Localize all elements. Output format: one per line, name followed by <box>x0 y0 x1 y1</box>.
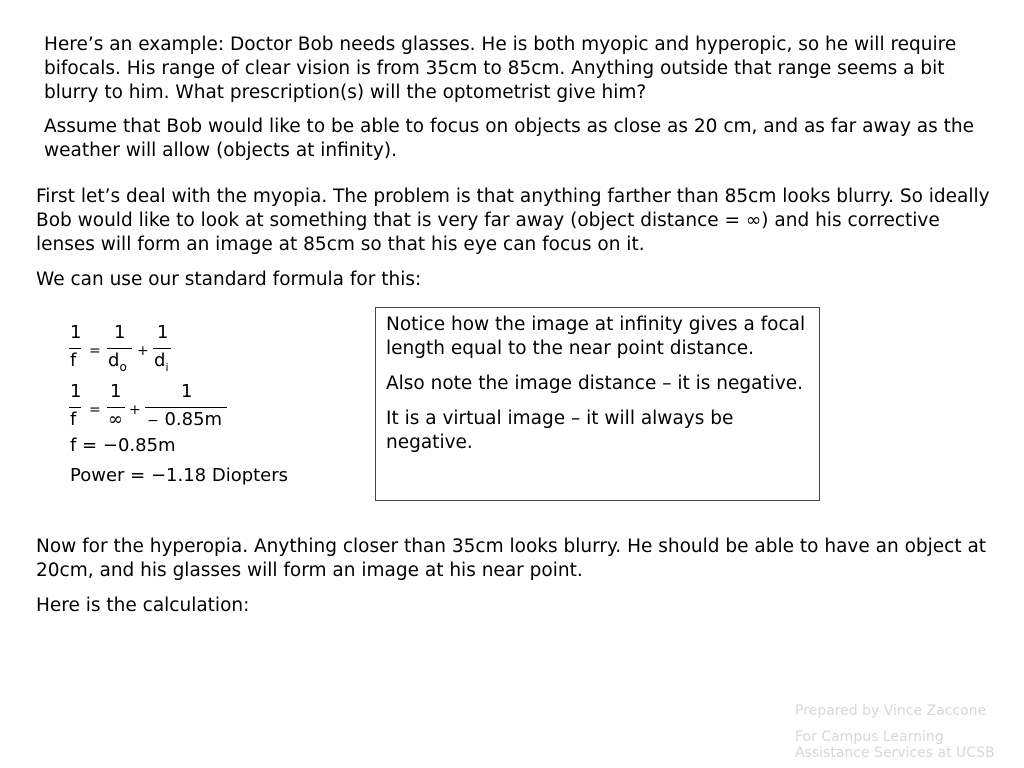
eq2-bar-f <box>69 407 81 408</box>
intro-section <box>44 33 994 163</box>
eq2-plus: + <box>129 402 141 418</box>
myopia-paragraph-1: First let’s deal with the myopia. The problem is that anything farther than 85cm looks blurry. So ideally Bob would like to look at something that is very far away (object distance = ∞) and his corrective lenses will form an image at 85cm so that his eye can focus on it. <box>36 186 990 255</box>
note-line-2: Also note the image distance – it is negative. <box>386 373 804 394</box>
focal-length-result: f = −0.85m <box>70 435 176 456</box>
eq2-bar-inf <box>107 407 125 408</box>
power-result: Power = −1.18 Diopters <box>70 465 289 486</box>
eq1-num-f: 1 <box>70 322 82 343</box>
credits-watermark <box>795 703 1020 761</box>
eq2-num-dist: 1 <box>181 381 193 402</box>
eq1-den-f: f <box>70 350 77 371</box>
note-line-3: It is a virtual image – it will always be negative. <box>386 408 734 453</box>
eq1-bar-di <box>153 348 171 349</box>
eq1-bar-f <box>69 348 81 349</box>
credits-prepared: Prepared by Vince Zaccone <box>795 703 987 719</box>
intro-paragraph-1: Here’s an example: Doctor Bob needs glasses. He is both myopic and hyperopic, so he will require bifocals. His range of clear vision is from 35cm to 85cm. Anything outside that range seems a bit blurry to him. What prescription(s) will the optometrist give him? <box>44 34 957 103</box>
eq2-den-f: f <box>70 409 77 430</box>
credits-for: For Campus Learning Assistance Services at UCSB <box>795 729 995 761</box>
eq2-equals: = <box>89 402 101 418</box>
note-line-1: Notice how the image at infinity gives a focal length equal to the near point distance. <box>386 314 806 359</box>
eq1-sub-o: o <box>119 360 127 374</box>
eq1-num-di: 1 <box>157 322 169 343</box>
eq1-equals: = <box>89 343 101 359</box>
equation-block <box>60 318 320 493</box>
hyperopia-paragraph-2: Here is the calculation: <box>36 595 250 616</box>
eq1-num-do: 1 <box>114 322 126 343</box>
eq2-den-inf: ∞ <box>108 409 123 430</box>
intro-paragraph-2: Assume that Bob would like to be able to focus on objects as close as 20 cm, and as far away as the weather will allow (objects at infinity). <box>44 116 974 161</box>
eq1-plus: + <box>137 343 149 359</box>
eq2-num-f: 1 <box>70 381 82 402</box>
eq2-num-inf: 1 <box>110 381 122 402</box>
myopia-section <box>36 185 996 292</box>
eq1-bar-do <box>107 348 132 349</box>
eq2-den-dist: − 0.85m <box>147 409 223 430</box>
note-box <box>375 307 820 501</box>
hyperopia-section <box>36 535 996 618</box>
eq1-den-di: $d_i$ <box>154 350 169 374</box>
hyperopia-paragraph-1: Now for the hyperopia. Anything closer than 35cm looks blurry. He should be able to have an object at 20cm, and his glasses will form an image at his near point. <box>36 536 987 581</box>
eq2-bar-dist <box>145 407 227 408</box>
eq1-sub-i: i <box>165 361 169 374</box>
myopia-paragraph-2: We can use our standard formula for this: <box>36 269 422 290</box>
eq1-den-do: $d_o$ <box>108 350 127 374</box>
